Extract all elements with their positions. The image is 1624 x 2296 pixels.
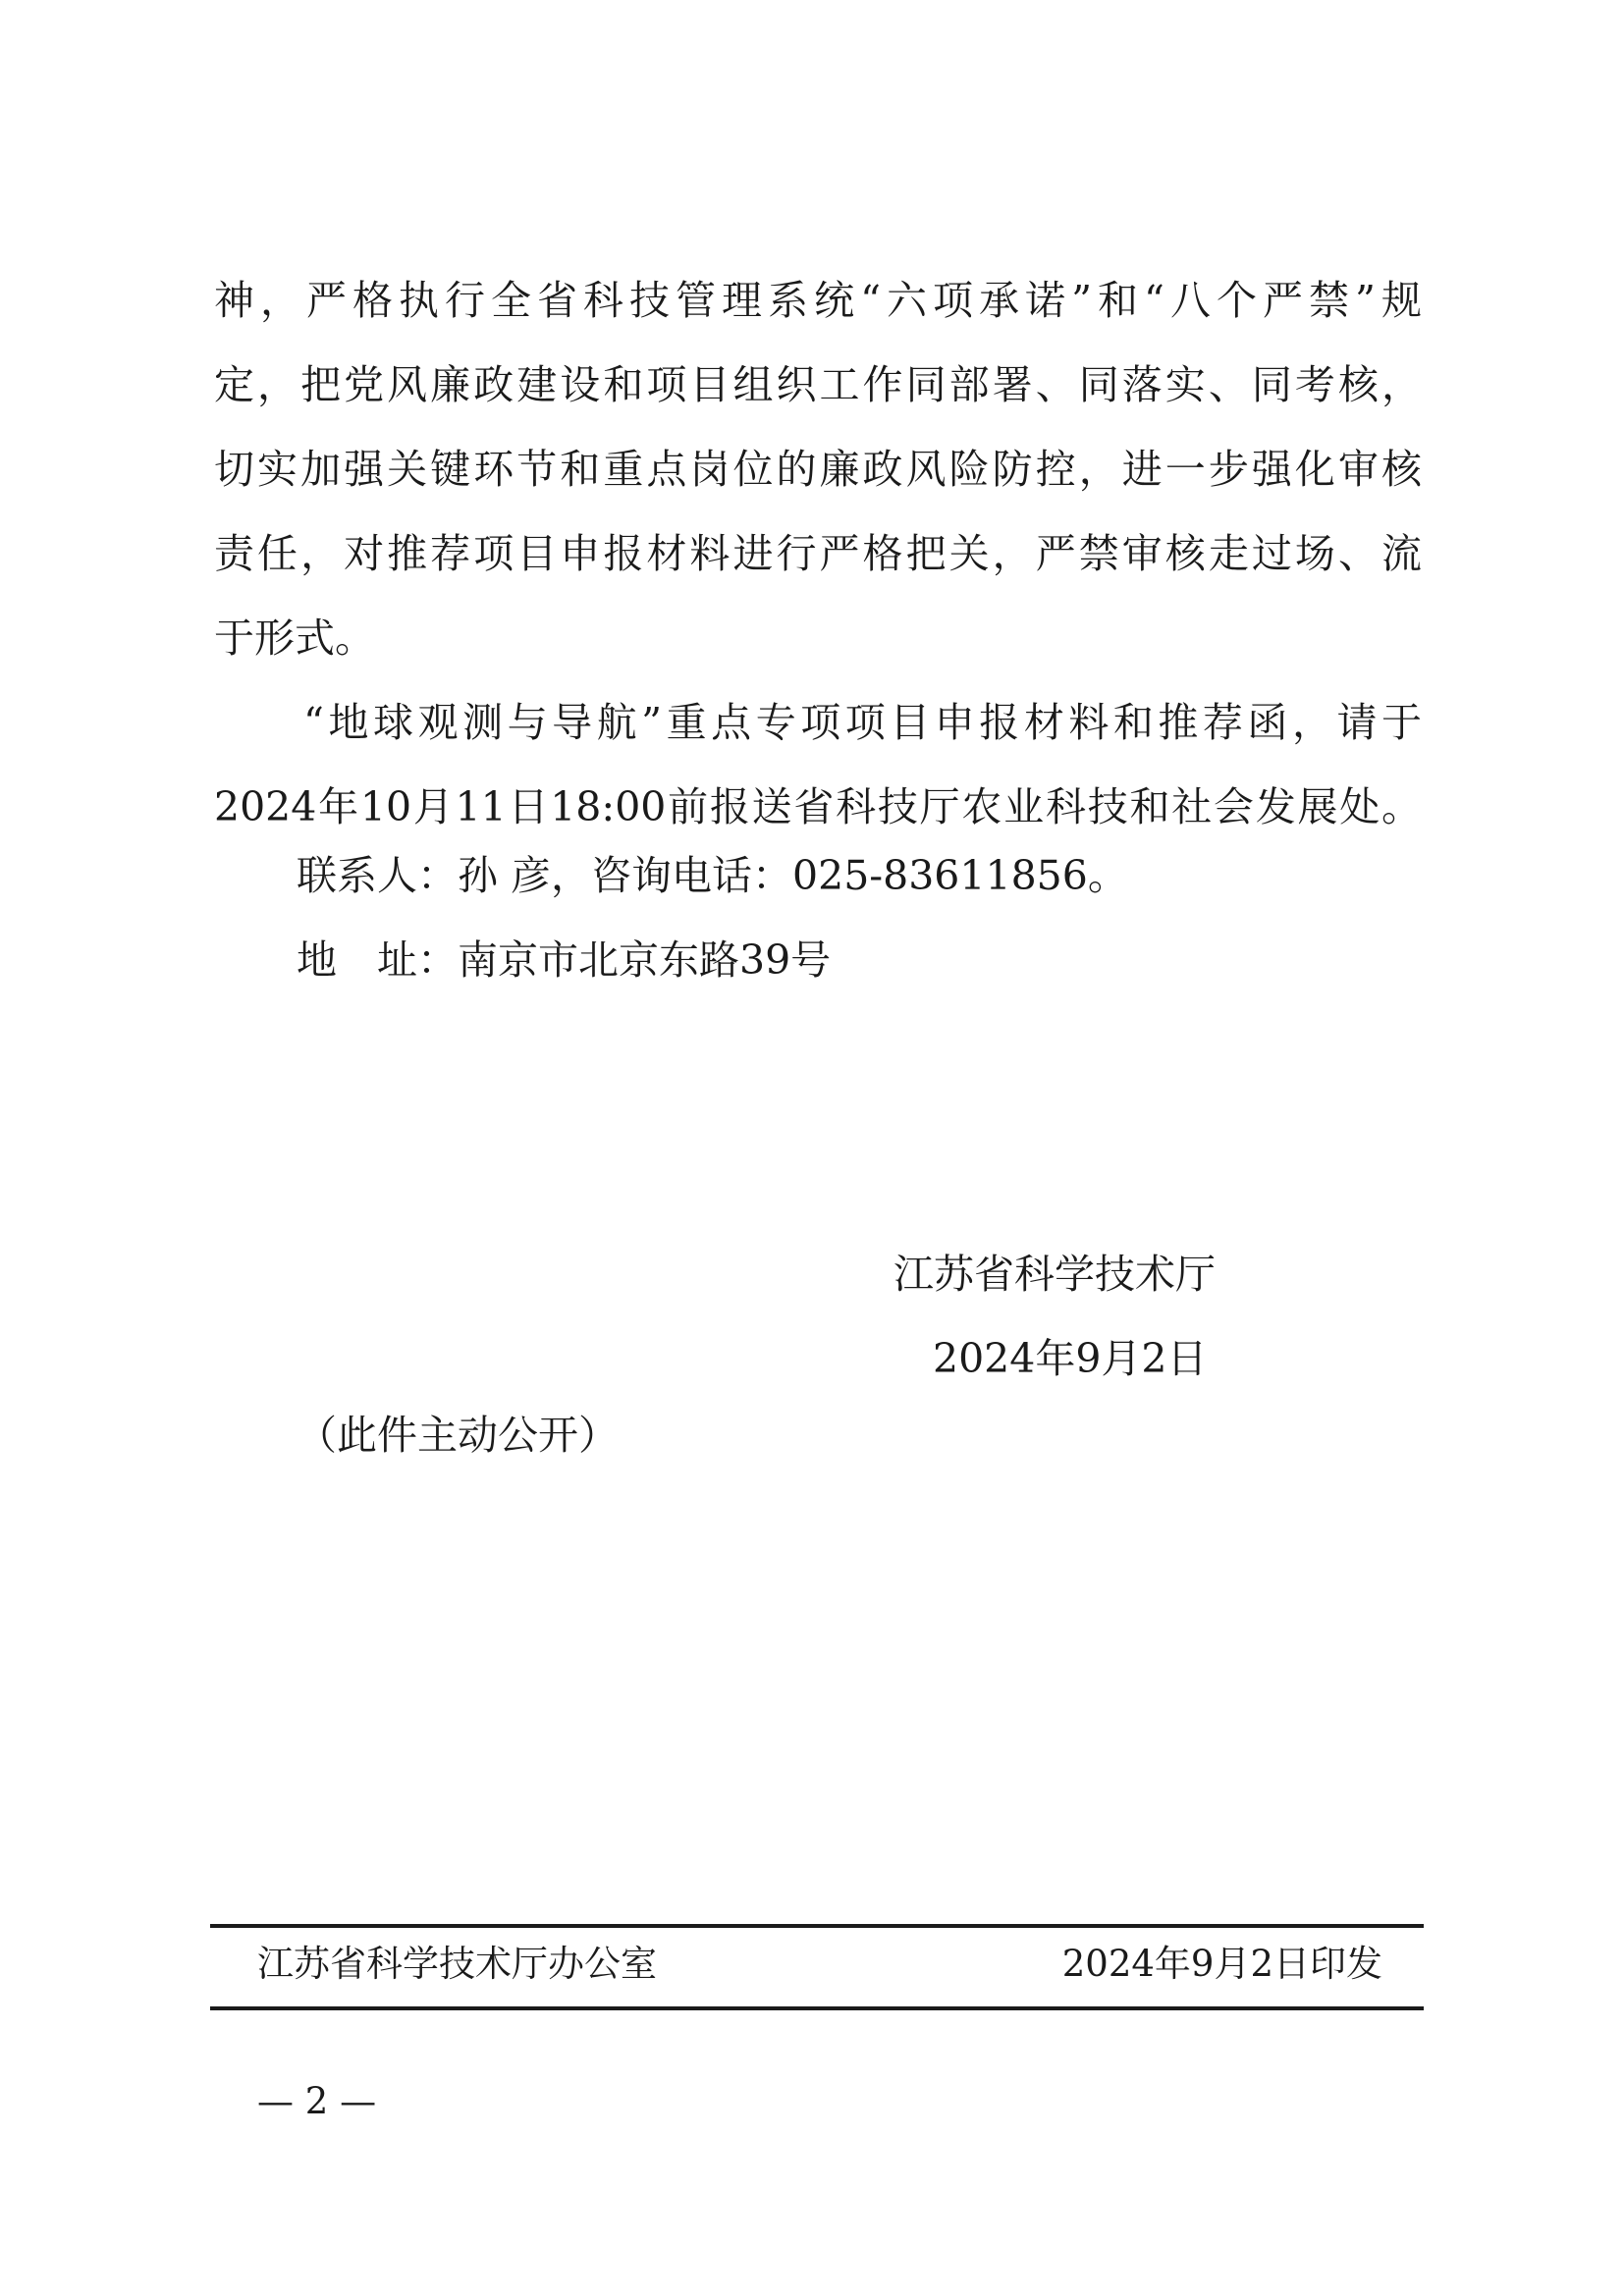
paragraph-line: “地球观测与导航”重点专项项目申报材料和推荐函，请于 xyxy=(214,699,1422,746)
paragraph-line: 于形式。 xyxy=(214,614,375,662)
address-line: 地 址：南京市北京东路39号 xyxy=(297,936,832,984)
footer-issuer: 江苏省科学技术厅办公室 xyxy=(257,1943,657,1985)
disclosure-note: （此件主动公开） xyxy=(297,1412,619,1459)
signature-org: 江苏省科学技术厅 xyxy=(893,1251,1216,1298)
signature-date: 2024年9月2日 xyxy=(933,1335,1208,1382)
page-number: — 2 — xyxy=(257,2080,377,2122)
paragraph-line: 2024年10月11日18:00前报送省科技厅农业科技和社会发展处。 xyxy=(214,783,1422,830)
paragraph-line: 神，严格执行全省科技管理系统“六项承诺”和“八个严禁”规 xyxy=(214,277,1422,324)
paragraph-line: 责任，对推荐项目申报材料进行严格把关，严禁审核走过场、流 xyxy=(214,530,1422,577)
footer-bottom-rule xyxy=(210,2006,1424,2010)
paragraph-line: 切实加强关键环节和重点岗位的廉政风险防控，进一步强化审核 xyxy=(214,446,1422,493)
contact-line: 联系人：孙 彦，咨询电话：025-83611856。 xyxy=(297,852,1128,899)
footer-issue-date: 2024年9月2日印发 xyxy=(1061,1943,1382,1985)
paragraph-line: 定，把党风廉政建设和项目组织工作同部署、同落实、同考核， xyxy=(214,361,1422,408)
footer-top-rule xyxy=(210,1924,1424,1928)
